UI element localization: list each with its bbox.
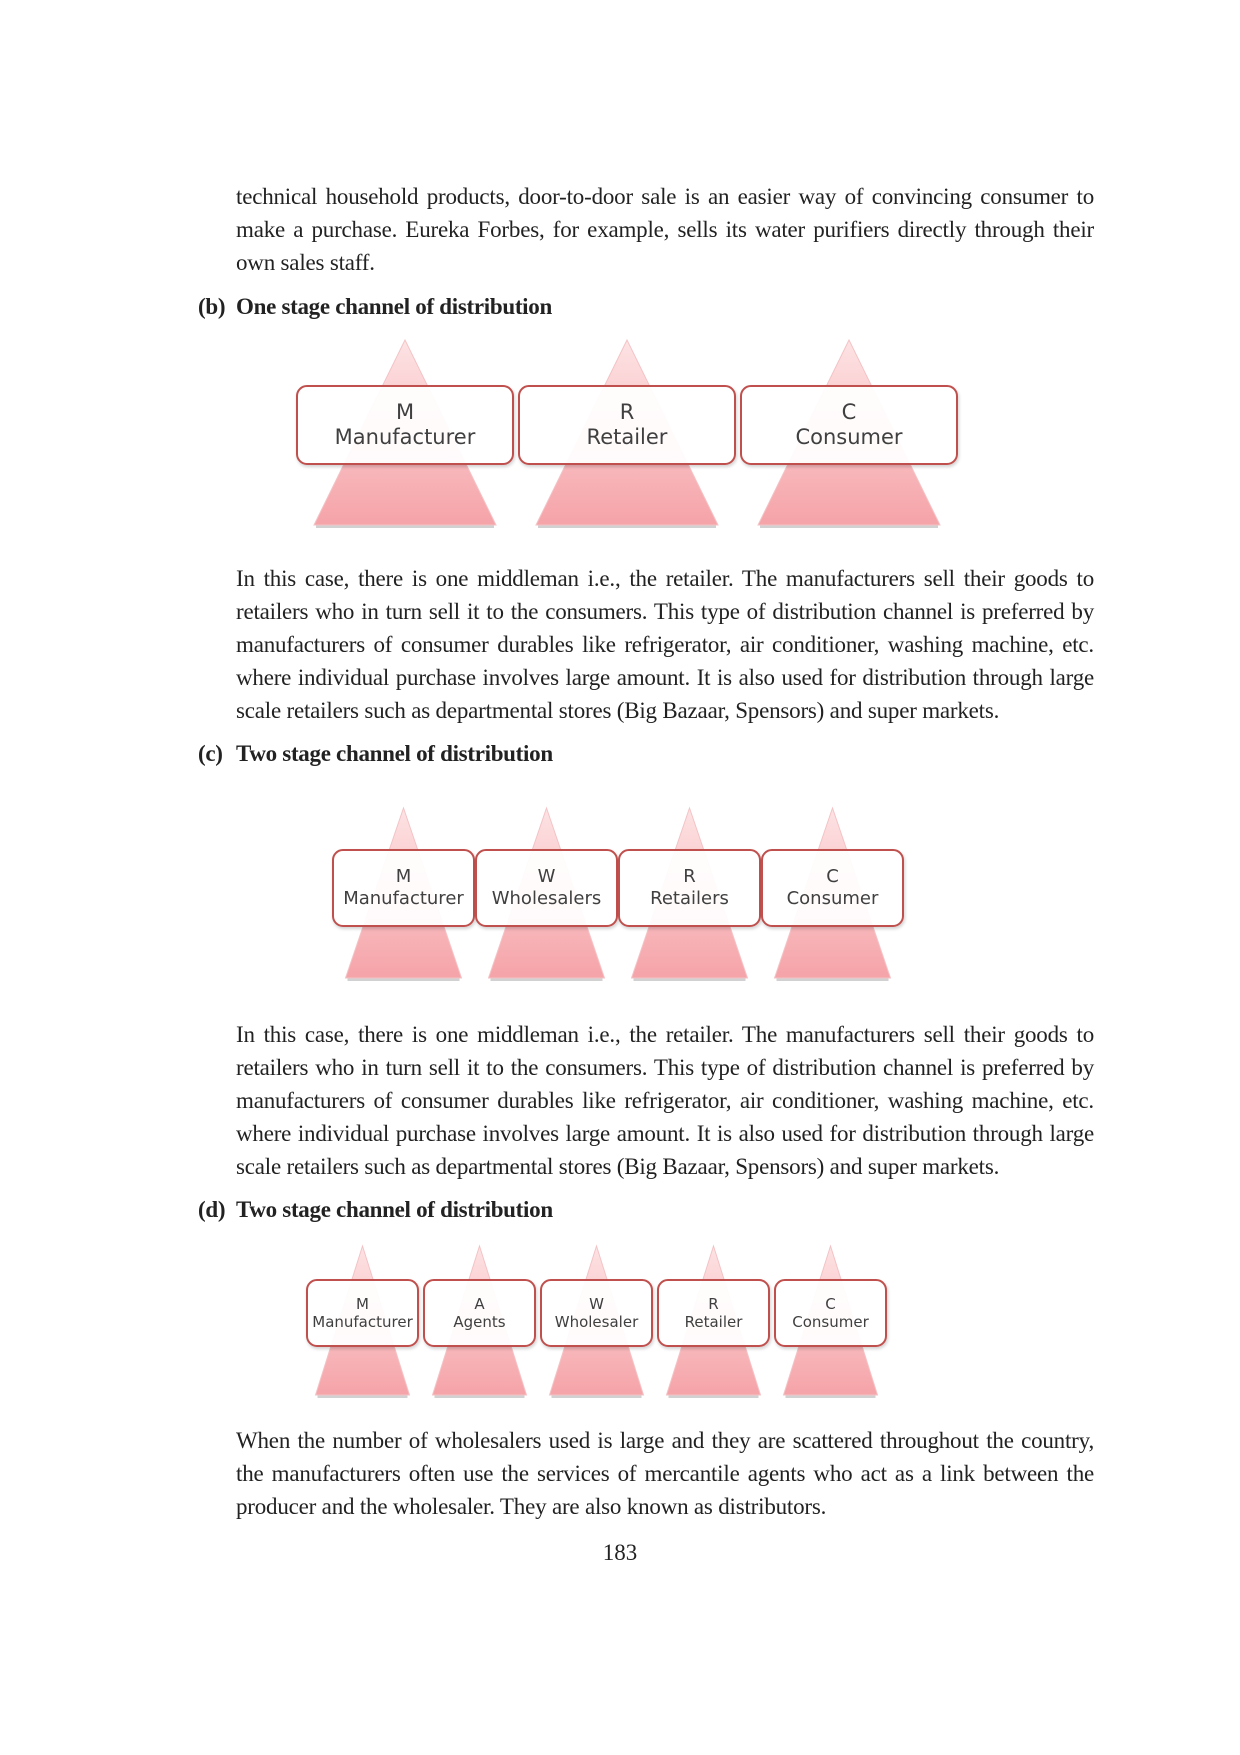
two-stage-paragraph [236,1018,1094,1183]
heading-text: Two stage channel of distribution [236,741,553,766]
stage-name: Agents [453,1313,506,1331]
stage-box-consumer [774,1279,887,1347]
stage-name: Retailer [684,1313,743,1331]
text-line: own sales staff. [236,250,375,275]
text-line: technical household products, door-to-door sale is an easier way of convincing consumer to [236,184,1094,209]
stage-code: M [395,866,412,888]
heading-text: One stage channel of distribution [236,294,552,319]
stage-code: C [841,399,857,424]
text-line: When the number of wholesalers used is large and they are scattered throughout the country, [236,1428,1094,1453]
stage-code: C [825,1295,836,1313]
stage-code: M [395,399,415,424]
stage-code: R [708,1295,719,1313]
text-line: manufacturers of consumer durables like refrigerator, air conditioner, washing machine, etc. [236,632,1094,657]
stage-code: A [474,1295,485,1313]
stage-name: Consumer [795,425,903,449]
text-line: scale retailers such as departmental stores (Big Bazaar, Spensors) and super markets. [236,698,1000,723]
stage-name: Consumer [786,888,879,909]
heading-two-stage-channel [198,739,553,769]
stage-box-manufacturer [306,1279,419,1347]
heading-agents-channel [198,1195,553,1225]
agents-paragraph [236,1424,1094,1523]
stage-box-wholesalers [475,849,618,927]
diagram-one-stage-channel [0,330,1240,540]
stage-code: M [356,1295,369,1313]
stage-box-agents [423,1279,536,1347]
text-line: where individual purchase involves large amount. It is also used for distribution through large [236,665,1094,690]
stage-box-retailer [657,1279,770,1347]
intro-paragraph [236,180,1094,279]
stage-name: Retailer [586,425,668,449]
text-line: retailers who in turn sell it to the consumers. This type of distribution channel is preferred by [236,599,1094,624]
heading-one-stage-channel [198,292,552,322]
stage-box-consumer [740,385,958,465]
page-number: 183 [602,1540,638,1565]
stage-box-consumer [761,849,904,927]
text-line: producer and the wholesaler. They are also known as distributors. [236,1494,827,1519]
text-line: the manufacturers often use the services of mercantile agents who act as a link between the [236,1461,1094,1486]
text-line: where individual purchase involves large amount. It is also used for distribution through large [236,1121,1094,1146]
stage-box-retailer [518,385,736,465]
heading-marker: (c) [198,741,223,766]
stage-name: Manufacturer [334,425,476,449]
heading-marker: (d) [198,1197,226,1222]
stage-name: Manufacturer [343,888,464,909]
stage-box-manufacturer [332,849,475,927]
stage-name: Consumer [792,1313,869,1331]
stage-box-wholesaler [540,1279,653,1347]
text-line: make a purchase. Eureka Forbes, for example, sells its water purifiers directly through their [236,217,1094,242]
stage-code: W [537,866,556,888]
heading-text: Two stage channel of distribution [236,1197,553,1222]
heading-marker: (b) [198,294,226,319]
stage-name: Wholesalers [491,888,602,909]
diagram-two-stage-channel [0,800,1240,985]
text-line: manufacturers of consumer durables like refrigerator, air conditioner, washing machine, etc. [236,1088,1094,1113]
text-line: retailers who in turn sell it to the consumers. This type of distribution channel is preferred by [236,1055,1094,1080]
one-stage-paragraph [236,562,1094,727]
text-line: In this case, there is one middleman i.e., the retailer. The manufacturers sell their goods to [236,566,1094,591]
stage-code: W [589,1295,604,1313]
stage-code: R [683,866,696,888]
stage-name: Manufacturer [312,1313,413,1331]
stage-name: Retailers [650,888,729,909]
stage-code: R [619,399,635,424]
stage-box-retailers [618,849,761,927]
stage-code: C [826,866,839,888]
text-line: In this case, there is one middleman i.e., the retailer. The manufacturers sell their goods to [236,1022,1094,1047]
stage-name: Wholesaler [554,1313,639,1331]
diagram-agents-channel [0,1240,1240,1405]
stage-box-manufacturer [296,385,514,465]
text-line: scale retailers such as departmental stores (Big Bazaar, Spensors) and super markets. [236,1154,1000,1179]
